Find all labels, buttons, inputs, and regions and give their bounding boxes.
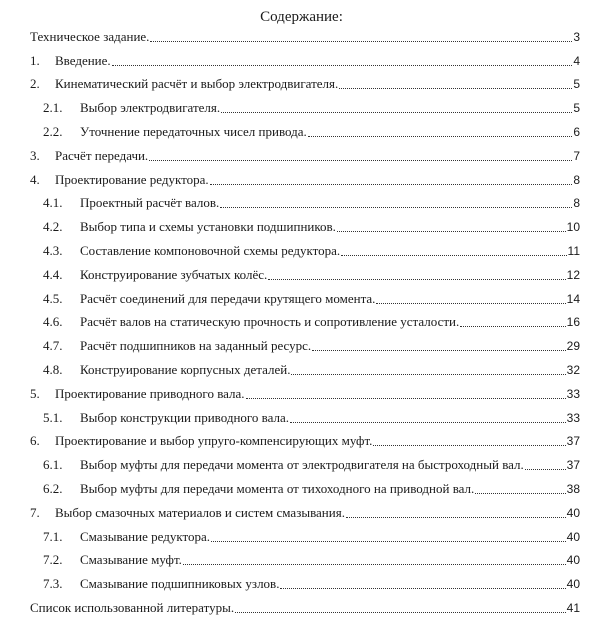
toc-entry-title[interactable]: Составление компоновочной схемы редуктора. [80,243,341,259]
dot-leader [149,149,572,163]
dot-leader [290,411,566,425]
toc-entry-title[interactable]: Смазывание муфт. [80,552,182,568]
toc-entry-number: 4.7. [43,338,63,354]
toc-entry-number: 4.2. [43,219,63,235]
dot-leader [373,434,565,448]
toc-entry[interactable] [30,453,580,477]
toc-entry[interactable] [30,168,580,192]
toc-entry-title[interactable]: Выбор муфты для передачи момента от тихоходного на приводной вал. [80,481,475,497]
toc-entry[interactable] [30,501,580,525]
toc-entry-number: 4.6. [43,314,63,330]
dot-leader [112,54,573,68]
toc-entry-page-number[interactable]: 8 [573,172,580,187]
toc-entry[interactable] [30,120,580,144]
toc-entry[interactable] [30,334,580,358]
toc-entry[interactable] [30,192,580,216]
toc-entry-title[interactable]: Выбор электродвигателя. [80,100,221,116]
dot-leader [246,387,566,401]
toc-entry-page-number[interactable]: 40 [566,505,580,520]
toc-entry-title[interactable]: Выбор конструкции приводного вала. [80,409,290,425]
toc-entry-page-number[interactable]: 12 [566,267,580,282]
toc-entry-page-number[interactable]: 41 [566,601,580,616]
toc-entry-number: 2.2. [43,124,63,140]
toc-entry-number: 5.1. [43,409,63,425]
toc-entry[interactable] [30,73,580,97]
toc-entry-page-number[interactable]: 38 [566,482,580,497]
toc-entry-number: 7.2. [43,552,63,568]
toc-entry-number: 5. [30,385,40,401]
dot-leader [183,553,566,567]
dot-leader [210,173,573,187]
toc-title: Содержание: [260,9,343,25]
toc-entry[interactable] [30,406,580,430]
toc-entry-title[interactable]: Смазывание подшипниковых узлов. [80,576,280,592]
toc-entry-title[interactable]: Расчёт соединений для передачи крутящего момента. [80,290,376,306]
toc-entry-title[interactable]: Расчёт подшипников на заданный ресурс. [80,338,312,354]
toc-entry-title[interactable]: Выбор смазочных материалов и систем смазывания. [55,504,345,520]
toc-entry[interactable] [30,549,580,573]
toc-entry-number: 7.1. [43,528,63,544]
toc-entry-page-number[interactable]: 14 [566,291,580,306]
toc-entry-title[interactable]: Список использованной литературы. [30,600,235,616]
toc-entry[interactable] [30,382,580,406]
toc-entry[interactable] [30,572,580,596]
dot-leader [339,77,572,91]
dot-leader [280,577,565,591]
toc-entry-number: 4.8. [43,362,63,378]
toc-entry-title[interactable]: Выбор типа и схемы установки подшипников. [80,219,336,235]
toc-entry-title[interactable]: Расчёт передачи. [55,147,149,163]
toc-entry-title[interactable]: Конструирование зубчатых колёс. [80,266,268,282]
toc-entry-number: 7. [30,504,40,520]
dot-leader [475,482,565,496]
toc-entry-page-number[interactable]: 5 [573,101,580,116]
toc-entry-page-number[interactable]: 16 [566,315,580,330]
toc-entry-title[interactable]: Расчёт валов на статическую прочность и сопротивление усталости. [80,314,460,330]
dot-leader [312,339,565,353]
toc-entry[interactable] [30,263,580,287]
toc-entry-page-number[interactable]: 40 [566,553,580,568]
toc-entry[interactable] [30,311,580,335]
dot-leader [150,30,572,44]
toc-entry-number: 7.3. [43,576,63,592]
toc-entry-page-number[interactable]: 8 [573,196,580,211]
toc-entry[interactable] [30,49,580,73]
toc-entry-title[interactable]: Смазывание редуктора. [80,528,211,544]
toc-entry-title[interactable]: Техническое задание. [30,28,150,44]
toc-entry[interactable] [30,430,580,454]
toc-entry-page-number[interactable]: 40 [566,529,580,544]
toc-entry-page-number[interactable]: 4 [573,53,580,68]
toc-entry-number: 6.2. [43,481,63,497]
toc-entry-page-number[interactable]: 10 [566,220,580,235]
toc-entry-number: 6. [30,433,40,449]
toc-entry[interactable] [30,96,580,120]
toc-entry[interactable] [30,239,580,263]
toc-entry[interactable] [30,215,580,239]
toc-entry-title[interactable]: Проектирование приводного вала. [55,385,245,401]
toc-entry-number: 2.1. [43,100,63,116]
toc-entry[interactable] [30,358,580,382]
toc-entry-page-number[interactable]: 5 [573,77,580,92]
toc-entry-number: 3. [30,147,40,163]
toc-entry-number: 4.5. [43,290,63,306]
toc-entry-page-number[interactable]: 29 [566,339,580,354]
toc-entry-number: 4. [30,171,40,187]
toc-entry[interactable] [30,596,580,620]
table-of-contents [30,25,580,620]
toc-entry-number: 2. [30,76,40,92]
toc-entry-page-number[interactable]: 37 [566,434,580,449]
toc-entry-page-number[interactable]: 32 [566,363,580,378]
dot-leader [337,220,566,234]
toc-entry-title[interactable]: Введение. [55,52,111,68]
toc-entry-page-number[interactable]: 37 [566,458,580,473]
toc-entry-page-number[interactable]: 3 [573,29,580,44]
toc-entry-number: 4.1. [43,195,63,211]
toc-entry-number: 4.3. [43,243,63,259]
toc-entry-page-number[interactable]: 33 [566,410,580,425]
dot-leader [376,292,565,306]
dot-leader [460,315,565,329]
toc-entry[interactable] [30,25,580,49]
toc-entry-title[interactable]: Проектирование и выбор упруго-компенсирующих муфт. [55,433,373,449]
toc-entry-page-number[interactable]: 7 [573,148,580,163]
dot-leader [341,244,566,258]
dot-leader [220,196,572,210]
toc-entry[interactable] [30,525,580,549]
dot-leader [268,268,565,282]
toc-entry-title[interactable]: Кинематический расчёт и выбор электродвигателя. [55,76,339,92]
toc-entry-title[interactable]: Конструирование корпусных деталей. [80,362,291,378]
toc-entry-title[interactable]: Уточнение передаточных чисел привода. [80,124,307,140]
toc-entry-page-number[interactable]: 33 [566,386,580,401]
dot-leader [221,101,572,115]
toc-entry-page-number[interactable]: 40 [566,577,580,592]
toc-entry-title[interactable]: Выбор муфты для передачи момента от электродвигателя на быстроходный вал. [80,457,524,473]
dot-leader [235,601,566,615]
toc-entry-number: 4.4. [43,266,63,282]
dot-leader [291,363,565,377]
toc-entry-page-number[interactable]: 6 [573,125,580,140]
toc-entry-page-number[interactable]: 11 [567,244,580,259]
dot-leader [211,530,566,544]
dot-leader [308,125,573,139]
toc-entry-number: 6.1. [43,457,63,473]
dot-leader [346,506,566,520]
toc-entry-number: 1. [30,52,40,68]
toc-entry[interactable] [30,287,580,311]
toc-entry[interactable] [30,144,580,168]
toc-entry-title[interactable]: Проектирование редуктора. [55,171,209,187]
dot-leader [525,458,566,472]
toc-entry[interactable] [30,477,580,501]
toc-entry-title[interactable]: Проектный расчёт валов. [80,195,220,211]
